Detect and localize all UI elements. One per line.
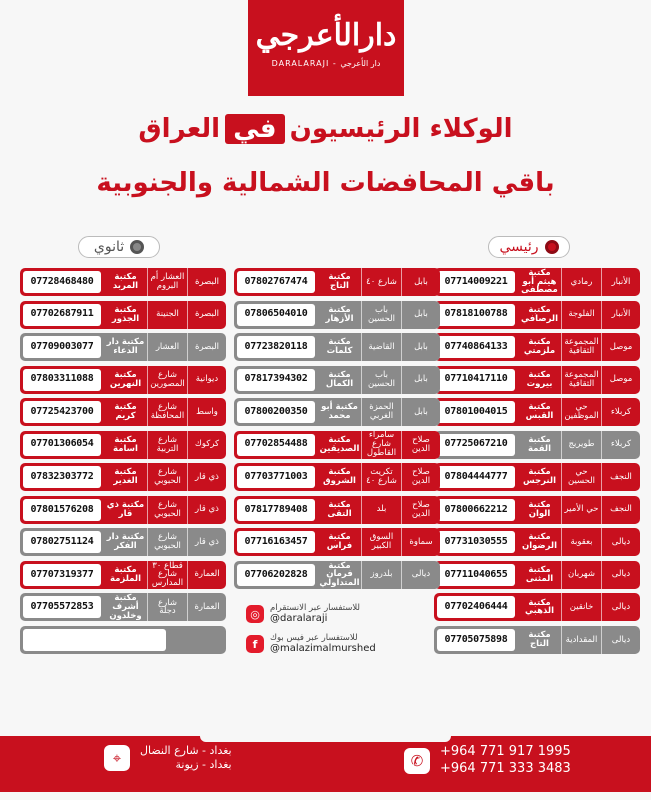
agent-phone[interactable]: 07800662212	[437, 499, 515, 521]
brand-logo	[248, 0, 404, 96]
agent-shop: مكتبة الغدير	[104, 463, 148, 491]
agent-area: شارع التربية	[148, 431, 188, 459]
agent-phone[interactable]: 07701306054	[23, 434, 101, 456]
agent-city: ديالى	[611, 602, 631, 612]
agent-shop: مكتبة الصديقين	[318, 431, 362, 459]
agent-phone[interactable]: 07714009221	[437, 271, 515, 293]
footer-notch	[200, 736, 451, 742]
agent-row	[434, 431, 640, 459]
agent-area: شارع المصورين	[148, 366, 188, 394]
agent-city: موصل	[609, 374, 633, 385]
agent-phone[interactable]: 07705572853	[23, 596, 101, 618]
agent-row	[434, 528, 640, 556]
agent-city: ذي قار	[195, 471, 219, 482]
agent-city: بابل	[414, 406, 428, 417]
agent-area: الفلوجة	[562, 301, 602, 329]
agent-row	[434, 398, 640, 426]
agent-area: القاضية	[362, 333, 402, 361]
agent-phone[interactable]: 07740864133	[437, 336, 515, 358]
instagram-contact[interactable]	[246, 603, 436, 625]
agent-row	[434, 463, 640, 491]
agent-shop: مكتبة الشروق	[318, 463, 362, 491]
agent-row	[434, 561, 640, 589]
agent-city: البصرة	[194, 309, 220, 320]
agent-shop: مكتبة الأزهار	[318, 301, 362, 329]
agent-city: كربلاء	[610, 439, 632, 450]
agent-city: ذي قار	[195, 536, 219, 547]
agent-shop: مكتبة الوان	[518, 496, 562, 524]
instagram-icon: ◎	[246, 605, 264, 623]
agent-shop: مكتبة الرصافي	[518, 301, 562, 329]
agent-area: قطاع ٣٠ شارع المدارس	[148, 561, 188, 589]
agent-city: كربلاء	[610, 406, 632, 417]
section-secondary-text: ثانوي	[93, 239, 125, 255]
agent-city: واسط	[196, 406, 218, 417]
footer-address	[104, 744, 232, 773]
secondary-dot-icon	[130, 240, 144, 254]
main-title	[0, 114, 651, 144]
agent-area: الحمزة الغربي	[362, 398, 402, 426]
agent-phone[interactable]: 07706202828	[237, 564, 315, 586]
agent-phone[interactable]: 07702854488	[237, 434, 315, 456]
agent-row	[234, 366, 440, 394]
agent-row	[434, 593, 640, 621]
agent-shop: مكتبة أبو محمد	[318, 398, 362, 426]
agent-row	[20, 496, 226, 524]
agent-city: ديالى	[411, 569, 431, 580]
agent-shop: مكتبة الملزمة	[104, 561, 148, 589]
agent-shop: مكتبة التاج	[518, 626, 562, 654]
location-pin-icon: ⌖	[104, 745, 130, 771]
agent-city: ديوانية	[195, 374, 219, 385]
agent-row	[20, 463, 226, 491]
agent-city: النجف	[610, 471, 632, 482]
facebook-icon: f	[246, 635, 264, 653]
agent-area: شارع ٤٠	[362, 268, 402, 296]
agent-row	[234, 333, 440, 361]
agent-row	[234, 561, 440, 589]
agent-shop: مكتبة الرضوان	[518, 528, 562, 556]
title-part2: في	[225, 114, 284, 144]
section-secondary-label	[78, 236, 160, 258]
agent-area: حي الأمير	[562, 496, 602, 524]
footer-phone-2[interactable]: +964 771 333 3483	[440, 760, 571, 776]
agent-area: المجموعة الثقافية	[562, 333, 602, 361]
agent-area: بلدروز	[362, 561, 402, 589]
agent-shop: مكتبة كريم	[104, 398, 148, 426]
facebook-handle[interactable]: @malazimalmurshed	[270, 643, 376, 655]
agent-row	[234, 463, 440, 491]
agent-city: صلاح الدين	[411, 434, 431, 454]
agent-area: باب الحسين	[362, 366, 402, 394]
agent-row	[434, 496, 640, 524]
agent-row	[434, 268, 640, 296]
agent-phone[interactable]: 07803311088	[23, 369, 101, 391]
agent-phone[interactable]: 07802751124	[23, 531, 101, 553]
agent-row	[234, 398, 440, 426]
section-primary-label	[488, 236, 570, 258]
agent-area: المجموعة الثقافية	[562, 366, 602, 394]
agent-row	[434, 301, 640, 329]
agent-shop: مكتبة المثنى	[518, 561, 562, 589]
agent-shop: مكتبة اسامة	[104, 431, 148, 459]
agent-shop: مكتبة دار الدعاء	[104, 333, 148, 361]
instagram-handle[interactable]: @daralaraji	[270, 613, 328, 625]
agent-row	[434, 626, 640, 654]
agent-city: بابل	[414, 374, 428, 385]
agent-row-empty	[20, 626, 226, 654]
middle-agents-list	[234, 268, 440, 593]
agent-row	[234, 528, 440, 556]
agent-city: الأنبار	[611, 309, 631, 320]
agent-shop: مكتبة دار الفكر	[104, 528, 148, 556]
agent-area: خانقين	[562, 593, 602, 621]
agent-area: شارع الحبوبي	[148, 496, 188, 524]
agent-area: السوق الكبير	[362, 528, 402, 556]
agent-shop: مكتبة المربد	[104, 268, 148, 296]
agent-phone[interactable]: 07800200350	[237, 401, 315, 423]
agent-row	[234, 496, 440, 524]
footer-address-1: بغداد - شارع النضال	[140, 744, 232, 757]
agent-area: شارع دجلة	[148, 593, 188, 621]
phone-icon: ✆	[404, 748, 430, 774]
agent-phone[interactable]: 07703771003	[237, 466, 315, 488]
agent-area: الجنينة	[148, 301, 188, 329]
agent-shop: مكتبة ذي قار	[104, 496, 148, 524]
agent-row	[20, 593, 226, 621]
agent-phone[interactable]: 07817789408	[237, 499, 315, 521]
agent-phone[interactable]: 07731030555	[437, 531, 515, 553]
footer-address-2: بغداد - زيونة	[175, 758, 232, 772]
agent-city: ديالى	[611, 536, 631, 547]
agent-shop: مكتبة التاج	[318, 268, 362, 296]
agent-phone[interactable]: 07817394302	[237, 369, 315, 391]
agent-area: سامراء شارع القاطول	[362, 431, 402, 459]
agent-area: شارع المحافظة	[148, 398, 188, 426]
agent-shop: مكتبة هيثم أبو مصطفى	[518, 268, 562, 296]
agent-phone[interactable]: 07804444777	[437, 466, 515, 488]
agent-shop: مكتبة أشرف وخلدون	[104, 593, 148, 621]
agent-city: العمارة	[194, 602, 220, 612]
agent-area: العشار أم البروم	[148, 268, 188, 296]
agent-city: سماوة	[409, 536, 433, 547]
agent-shop: مكتبة الكمال	[318, 366, 362, 394]
agent-city: العمارة	[194, 569, 220, 580]
agent-row	[234, 301, 440, 329]
agent-area: باب الحسين	[362, 301, 402, 329]
agent-shop: مكتبة كلمات	[318, 333, 362, 361]
agent-shop: مكتبة فراس	[318, 528, 362, 556]
agent-phone[interactable]: 07802767474	[237, 271, 315, 293]
instagram-caption: للاستفسار عبر الانستقرام	[270, 602, 360, 613]
agent-phone[interactable]: 07728468480	[23, 271, 101, 293]
agent-phone[interactable]: 07801004015	[437, 401, 515, 423]
agent-phone[interactable]: 07702687911	[23, 304, 101, 326]
primary-agents-list	[434, 268, 640, 659]
footer-bar	[0, 736, 651, 792]
agent-area: شارع الحبوبي	[148, 528, 188, 556]
agent-city: كركوك	[194, 439, 220, 450]
agent-city: بابل	[414, 309, 428, 320]
agent-phone[interactable]: 07702406444	[437, 596, 515, 618]
agent-city: النجف	[610, 504, 632, 515]
agent-area: حي الموظفين	[562, 398, 602, 426]
facebook-contact[interactable]	[246, 633, 436, 655]
agent-row	[434, 333, 640, 361]
agent-area: حي الحسين	[562, 463, 602, 491]
agent-row	[434, 366, 640, 394]
agent-shop: مكتبة التقى	[318, 496, 362, 524]
agent-city: ديالى	[611, 569, 631, 580]
agent-shop: مكتبة النرجس	[518, 463, 562, 491]
agent-row	[20, 431, 226, 459]
agent-shop: مكتبة القبس	[518, 398, 562, 426]
agent-phone[interactable]: 07725067210	[437, 434, 515, 456]
agent-phone[interactable]: 07716163457	[237, 531, 315, 553]
facebook-caption: للاستفسار عبر فيس بوك	[270, 632, 358, 643]
agent-city: ذي قار	[195, 504, 219, 515]
agent-phone[interactable]: 07710417110	[437, 369, 515, 391]
agent-area: تكريت شارع ٤٠	[362, 463, 402, 491]
agent-city: البصرة	[194, 276, 220, 287]
agent-phone[interactable]: 07806504010	[237, 304, 315, 326]
agent-phone[interactable]: 07832303772	[23, 466, 101, 488]
agent-area: شارع الحبوبي	[148, 463, 188, 491]
agent-row	[20, 366, 226, 394]
agent-row	[234, 268, 440, 296]
brand-subtitle: DARALARAJI - دار الأعرجي	[271, 59, 381, 68]
agent-row	[20, 333, 226, 361]
agent-phone[interactable]: 07725423700	[23, 401, 101, 423]
agent-shop: مكتبة بيروت	[518, 366, 562, 394]
agent-shop: مكتبة القمة	[518, 431, 562, 459]
agent-shop: مكتبة فرمان المتداولي	[318, 561, 362, 589]
agent-row	[20, 528, 226, 556]
agent-city: بابل	[414, 341, 428, 352]
agent-phone[interactable]: 07723820118	[237, 336, 315, 358]
agent-shop: مكتبة ملزمتي	[518, 333, 562, 361]
agent-shop: مكتبة الذهبي	[518, 593, 562, 621]
agent-city: صلاح الدين	[411, 467, 431, 487]
agent-area: شهربان	[562, 561, 602, 589]
agent-row	[20, 561, 226, 589]
agent-area: بلد	[362, 496, 402, 524]
agent-phone[interactable]: 07705075898	[437, 629, 515, 651]
agent-city: بابل	[414, 276, 428, 287]
agent-row	[234, 431, 440, 459]
agent-area: رمادي	[562, 268, 602, 296]
brand-name: دارالأعرجي	[255, 18, 397, 53]
agent-area: المقدادية	[562, 626, 602, 654]
agent-city: البصرة	[194, 341, 220, 352]
agent-city: الأنبار	[611, 276, 631, 287]
agent-row	[20, 268, 226, 296]
agent-phone[interactable]: 07709003077	[23, 336, 101, 358]
agent-area: العشار	[148, 333, 188, 361]
agent-phone[interactable]: 07711040655	[437, 564, 515, 586]
agent-shop: مكتبة النهرين	[104, 366, 148, 394]
agent-city: صلاح الدين	[411, 499, 431, 519]
agent-city: ديالى	[611, 634, 631, 645]
title-part3: العراق	[138, 114, 221, 144]
agent-city: موصل	[609, 341, 633, 352]
sub-title: باقي المحافضات الشمالية والجنوبية	[96, 168, 555, 198]
agent-phone-empty	[23, 629, 166, 651]
agent-shop: مكتبة الجذور	[104, 301, 148, 329]
agent-phone[interactable]: 07801576208	[23, 499, 101, 521]
agent-row	[20, 301, 226, 329]
title-part1: الوكلاء الرئيسيون	[289, 114, 513, 144]
footer-phones	[404, 744, 571, 778]
agent-phone[interactable]: 07707319377	[23, 564, 101, 586]
agent-area: طويريج	[562, 431, 602, 459]
footer-phone-1[interactable]: +964 771 917 1995	[440, 744, 571, 759]
secondary-agents-list	[20, 268, 226, 659]
agent-row	[20, 398, 226, 426]
primary-dot-icon	[545, 240, 559, 254]
agent-phone[interactable]: 07818100788	[437, 304, 515, 326]
agent-area: بعقوبة	[562, 528, 602, 556]
section-primary-text: رئيسي	[499, 239, 539, 255]
